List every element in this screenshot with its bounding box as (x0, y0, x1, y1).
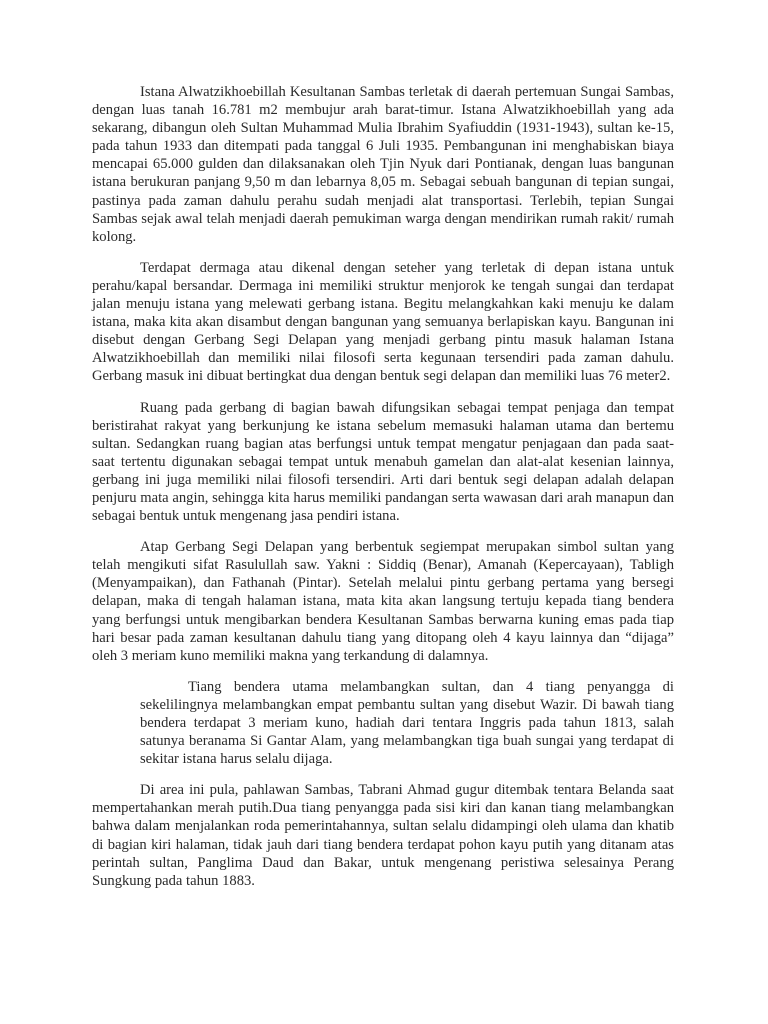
paragraph-pahlawan-sambas: Di area ini pula, pahlawan Sambas, Tabrani Ahmad gugur ditembak tentara Belanda saat mempertahankan merah putih.Dua tiang penyangga pada sisi kiri dan kanan tiang melambangkan bahwa dalam menjalankan roda pemerintahannya, sultan selalu didampingi oleh ulama dan khatib di bagian kiri halaman, tidak jauh dari tiang bendera terdapat pohon kayu putih yang ditanam atas perintah sultan, Panglima Daud dan Bakar, untuk mengenang peristiwa selesainya Perang Sungkung pada tahun 1883. (92, 782, 674, 889)
paragraph-dermaga: Terdapat dermaga atau dikenal dengan seteher yang terletak di depan istana untuk perahu/kapal bersandar. Dermaga ini memiliki struktur menjorok ke tengah sungai dan terdapat jalan menuju istana yang melewati gerbang istana. Begitu melangkahkan kaki menuju ke dalam istana, maka kita akan disambut dengan bangunan yang semuanya berlapiskan kayu. Bangunan ini disebut dengan Gerbang Segi Delapan yang menjadi gerbang pintu masuk halaman Istana Alwatzikhoebillah dan memiliki nilai filosofi serta kegunaan tersendiri pada zaman dahulu. Gerbang masuk ini dibuat bertingkat dua dengan bentuk segi delapan dan memiliki luas 76 meter2. (92, 259, 674, 385)
paragraph-ruang-gerbang: Ruang pada gerbang di bagian bawah difungsikan sebagai tempat penjaga dan tempat beristirahat rakyat yang berkunjung ke istana sebelum memasuki halaman utama dan bertemu sultan. Sedangkan ruang bagian atas berfungsi untuk tempat mengatur penjagaan dan pada saat-saat tertentu digunakan sebagai tempat untuk menabuh gamelan dan alat-alat kesenian lainnya, gerbang ini juga memiliki nilai filosofi tersendiri. Arti dari bentuk segi delapan adalah delapan penjuru mata angin, sehingga kita harus memiliki pandangan serta wawasan dari arah manapun dan sebagai bentuk untuk mengenang jasa pendiri istana. (92, 399, 674, 525)
paragraph-istana-location: Istana Alwatzikhoebillah Kesultanan Sambas terletak di daerah pertemuan Sungai Sambas, dengan luas tanah 16.781 m2 membujur arah barat-timur. Istana Alwatzikhoebillah yang ada sekarang, dibangun oleh Sultan Muhammad Mulia Ibrahim Syafiuddin (1931-1943), sultan ke-15, pada tahun 1933 dan ditempati pada tanggal 6 Juli 1935. Pembangunan ini menghabiskan biaya mencapai 65.000 gulden dan dilaksanakan oleh Tjin Nyuk dari Pontianak, dengan luas bangunan istana berukuran panjang 9,50 m dan lebarnya 8,05 m. Sebagai sebuah bangunan di tepian sungai, pastinya pada zaman dahulu perahu sudah menjadi alat transportasi. Terlebih, tepian Sungai Sambas sejak awal telah menjadi daerah pemukiman warga dengan mendirikan rumah rakit/ rumah kolong. (92, 84, 674, 245)
document-body (92, 83, 674, 903)
paragraph-atap-gerbang: Atap Gerbang Segi Delapan yang berbentuk segiempat merupakan simbol sultan yang telah mengikuti sifat Rasulullah saw. Yakni : Siddiq (Benar), Amanah (Kepercayaan), Tabligh (Menyampaikan), dan Fathanah (Pintar). Setelah melalui pintu gerbang pertama yang bersegi delapan, maka di tengah halaman istana, mata kita akan langsung tertuju kepada tiang bendera yang berfungsi untuk mengibarkan bendera Kesultanan Sambas berwarna kuning emas pada tiap hari besar pada zaman kesultanan dahulu tiang yang ditopang oleh 4 kayu lainnya dan “dijaga” oleh 3 meriam kuno memiliki makna yang terkandung di dalamnya. (92, 539, 674, 664)
paragraph-tiang-bendera: Tiang bendera utama melambangkan sultan, dan 4 tiang penyangga di sekelilingnya melambangkan empat pembantu sultan yang disebut Wazir. Di bawah tiang bendera terdapat 3 meriam kuno, hadiah dari tentara Inggris pada tahun 1813, salah satunya beranama Si Gantar Alam, yang melambangkan tiga buah sungai yang terdapat di sekitar istana harus selalu dijaga. (140, 678, 674, 768)
